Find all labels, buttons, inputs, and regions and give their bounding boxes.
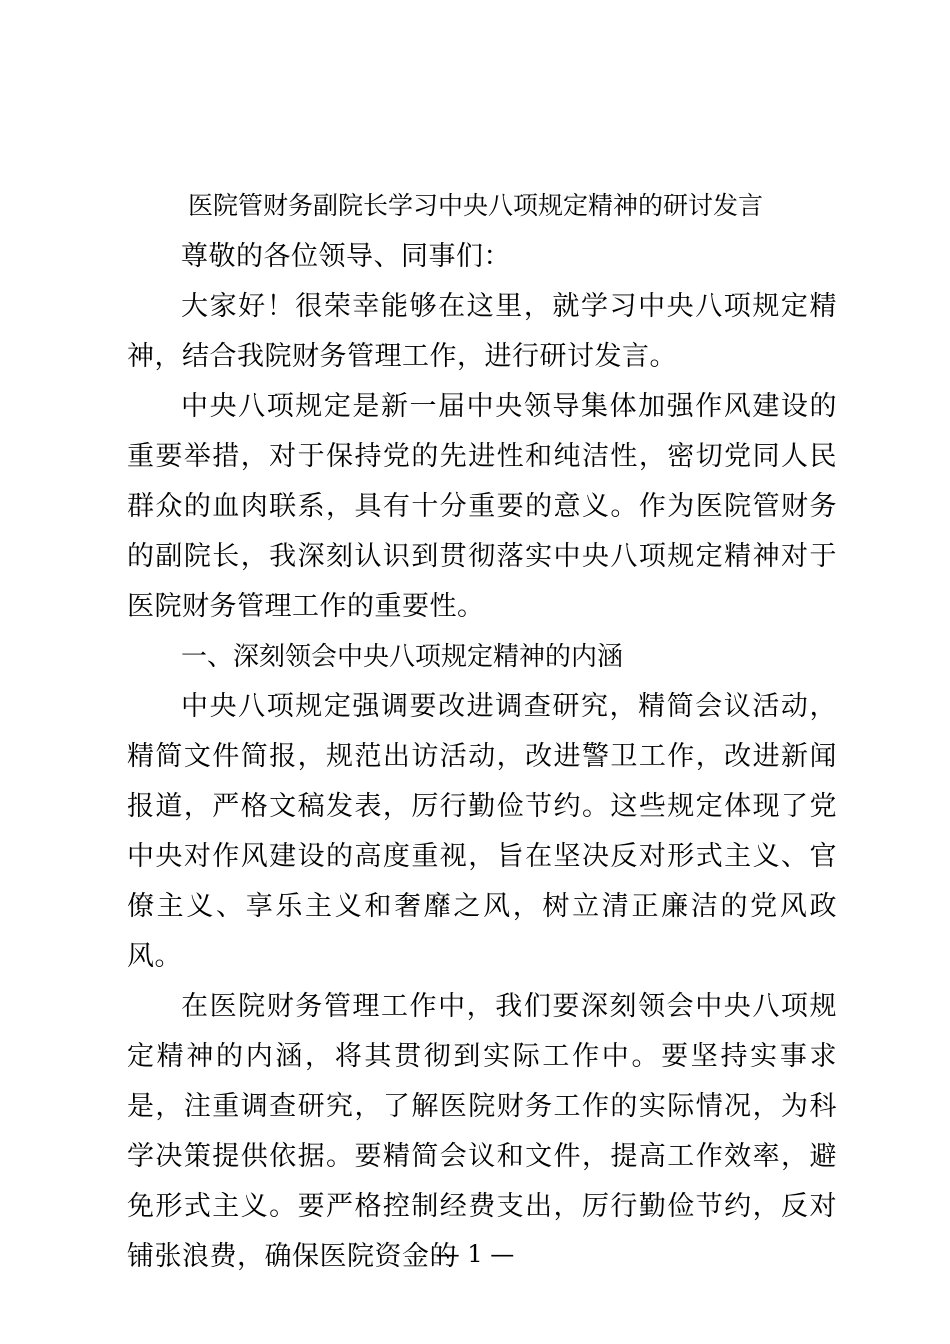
- paragraph-section-2: 在医院财务管理工作中，我们要深刻领会中央八项规定精神的内涵，将其贯彻到实际工作中。要坚持实事求是，注重调查研究，了解医院财务工作的实际情况，为科学决策提供依据。要精简会议和文件，提高工作效率，避免形式主义。要严格控制经费支出，厉行勤俭节约，反对铺张浪费，确保医院资金的: [127, 991, 837, 1272]
- paragraph-intro: 中央八项规定是新一届中央领导集体加强作风建设的重要举措，对于保持党的先进性和纯洁性，密切党同人民群众的血肉联系，具有十分重要的意义。作为医院管财务的副院长，我深刻认识到贯彻落实中央八项规定精神对于医院财务管理工作的重要性。: [127, 391, 837, 622]
- section-heading: 一、深刻领会中央八项规定精神的内涵: [181, 642, 624, 672]
- paragraph-greeting: 大家好！很荣幸能够在这里，就学习中央八项规定精神，结合我院财务管理工作，进行研讨发言。: [127, 291, 837, 372]
- document-body: [127, 232, 837, 1282]
- page-number: — 1 —: [435, 1240, 515, 1268]
- salutation: 尊敬的各位领导、同事们：: [181, 241, 511, 272]
- paragraph-section-1: 中央八项规定强调要改进调查研究，精简会议活动，精简文件简报，规范出访活动，改进警卫工作，改进新闻报道，严格文稿发表，厉行勤俭节约。这些规定体现了党中央对作风建设的高度重视，旨在坚决反对形式主义、官僚主义、享乐主义和奢靡之风，树立清正廉洁的党风政风。: [127, 691, 837, 972]
- document-title: 医院管财务副院长学习中央八项规定精神的研讨发言: [188, 191, 764, 220]
